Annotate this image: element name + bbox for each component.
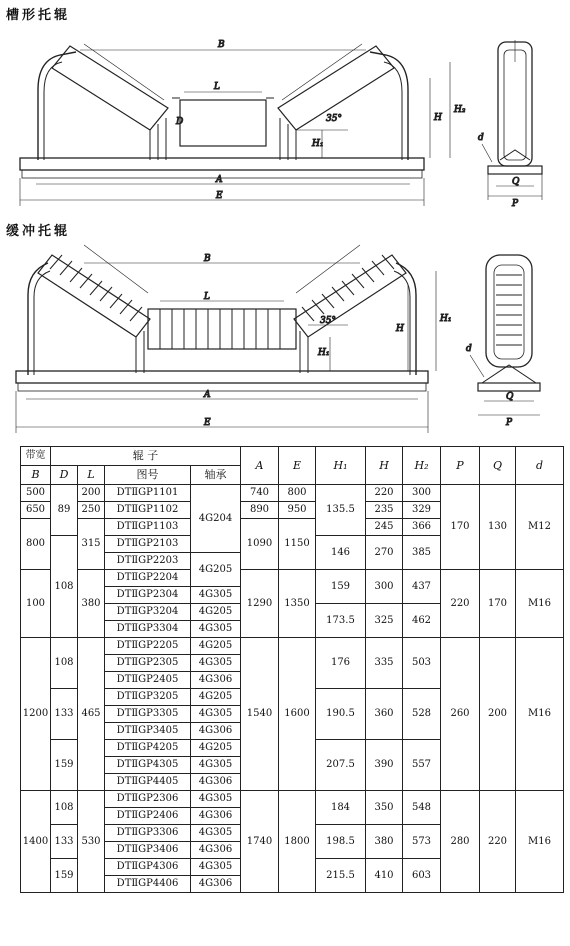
svg-text:Q: Q [512, 177, 520, 187]
table-row: 650 250 DTⅡGP1102 890 950 235 329 [21, 502, 564, 519]
col-d: d [516, 447, 564, 485]
buffer-side-view [466, 255, 540, 428]
header-row-2: B D L 图号 轴承 [21, 466, 564, 485]
table-row: 108 DTⅡGP2103 146 270 385 [21, 536, 564, 553]
table-row: 500 89 200 DTⅡGP1101 4G204 740 800 135.5 220 300 170 130 M12 [21, 485, 564, 502]
col-A: A [241, 447, 279, 485]
svg-text:E: E [204, 418, 211, 428]
col-E: E [279, 447, 316, 485]
table-row: 133 DTⅡGP3306 4G305 198.5 380 573 [21, 825, 564, 842]
spec-table-body [21, 447, 564, 893]
svg-text:d: d [466, 344, 472, 354]
trough-side-view [478, 40, 542, 209]
table-row: DTⅡGP3406 4G306 [21, 842, 564, 859]
buffer-idler-heading: 缓冲托辊 [6, 224, 71, 239]
col-H1: H₁ [316, 447, 366, 485]
svg-text:H: H [396, 324, 404, 334]
table-row: DTⅡGP4406 4G306 [21, 876, 564, 893]
svg-text:H: H [434, 113, 442, 123]
table-row: 100 380 DTⅡGP2204 1290 1350 159 300 437 220 170 M16 [21, 570, 564, 587]
svg-text:H₂: H₂ [454, 105, 466, 115]
table-row: DTⅡGP2405 4G306 [21, 672, 564, 689]
svg-text:A: A [204, 390, 211, 400]
svg-text:d: d [478, 133, 484, 143]
table-row: 1400 108 530 DTⅡGP2306 4G305 1740 1800 184 350 548 280 220 M16 [21, 791, 564, 808]
label-B: B [218, 40, 225, 50]
svg-text:P: P [506, 418, 513, 428]
left-wing-roller [52, 46, 168, 130]
table-row: DTⅡGP3304 4G305 [21, 621, 564, 638]
svg-text:35°: 35° [320, 316, 336, 326]
col-H: H [366, 447, 403, 485]
svg-text:D: D [176, 117, 184, 127]
svg-text:H₁: H₁ [312, 139, 324, 149]
spec-table-container [20, 446, 564, 893]
idler-spec-table [20, 446, 564, 893]
col-belt: 带宽 [21, 447, 51, 466]
col-P: P [441, 447, 480, 485]
table-row: 800 315 DTⅡGP1103 1090 1150 245 366 [21, 519, 564, 536]
center-roller [180, 100, 266, 146]
center-buffer-roller [148, 309, 296, 349]
table-row: DTⅡGP4405 4G306 [21, 774, 564, 791]
table-row: 159 DTⅡGP4306 4G305 215.5 410 603 [21, 859, 564, 876]
buffer-idler-drawing [0, 215, 570, 443]
trough-idler-drawing [0, 0, 570, 215]
table-row: DTⅡGP2203 4G205 [21, 553, 564, 570]
svg-text:B: B [204, 254, 211, 264]
trough-idler-heading: 槽形托辊 [6, 8, 71, 23]
table-row: DTⅡGP2305 4G305 [21, 655, 564, 672]
table-row: DTⅡGP4305 4G305 [21, 757, 564, 774]
svg-text:A: A [216, 175, 223, 185]
svg-text:Q: Q [506, 392, 514, 402]
svg-text:H₁: H₁ [318, 348, 330, 358]
table-row: DTⅡGP3305 4G305 [21, 706, 564, 723]
table-row: 133 DTⅡGP3205 4G205 190.5 360 528 [21, 689, 564, 706]
svg-text:H₁: H₁ [440, 314, 452, 324]
left-buffer-roller [38, 255, 150, 337]
svg-text:P: P [512, 199, 519, 209]
col-Q: Q [480, 447, 516, 485]
table-row: 1200 108 465 DTⅡGP2205 4G205 1540 1600 176 335 503 260 200 M16 [21, 638, 564, 655]
svg-text:35°: 35° [326, 114, 342, 124]
svg-text:L: L [214, 82, 220, 92]
col-roller: 辊 子 [51, 447, 241, 466]
svg-text:E: E [216, 191, 223, 201]
table-row: 159 DTⅡGP4205 4G205 207.5 390 557 [21, 740, 564, 757]
table-row: DTⅡGP3405 4G306 [21, 723, 564, 740]
header-row-1 [21, 447, 564, 466]
col-H2: H₂ [403, 447, 441, 485]
svg-text:L: L [204, 292, 210, 302]
table-row: DTⅡGP2406 4G306 [21, 808, 564, 825]
table-row: DTⅡGP2304 4G305 [21, 587, 564, 604]
table-row: DTⅡGP3204 4G205 173.5 325 462 [21, 604, 564, 621]
